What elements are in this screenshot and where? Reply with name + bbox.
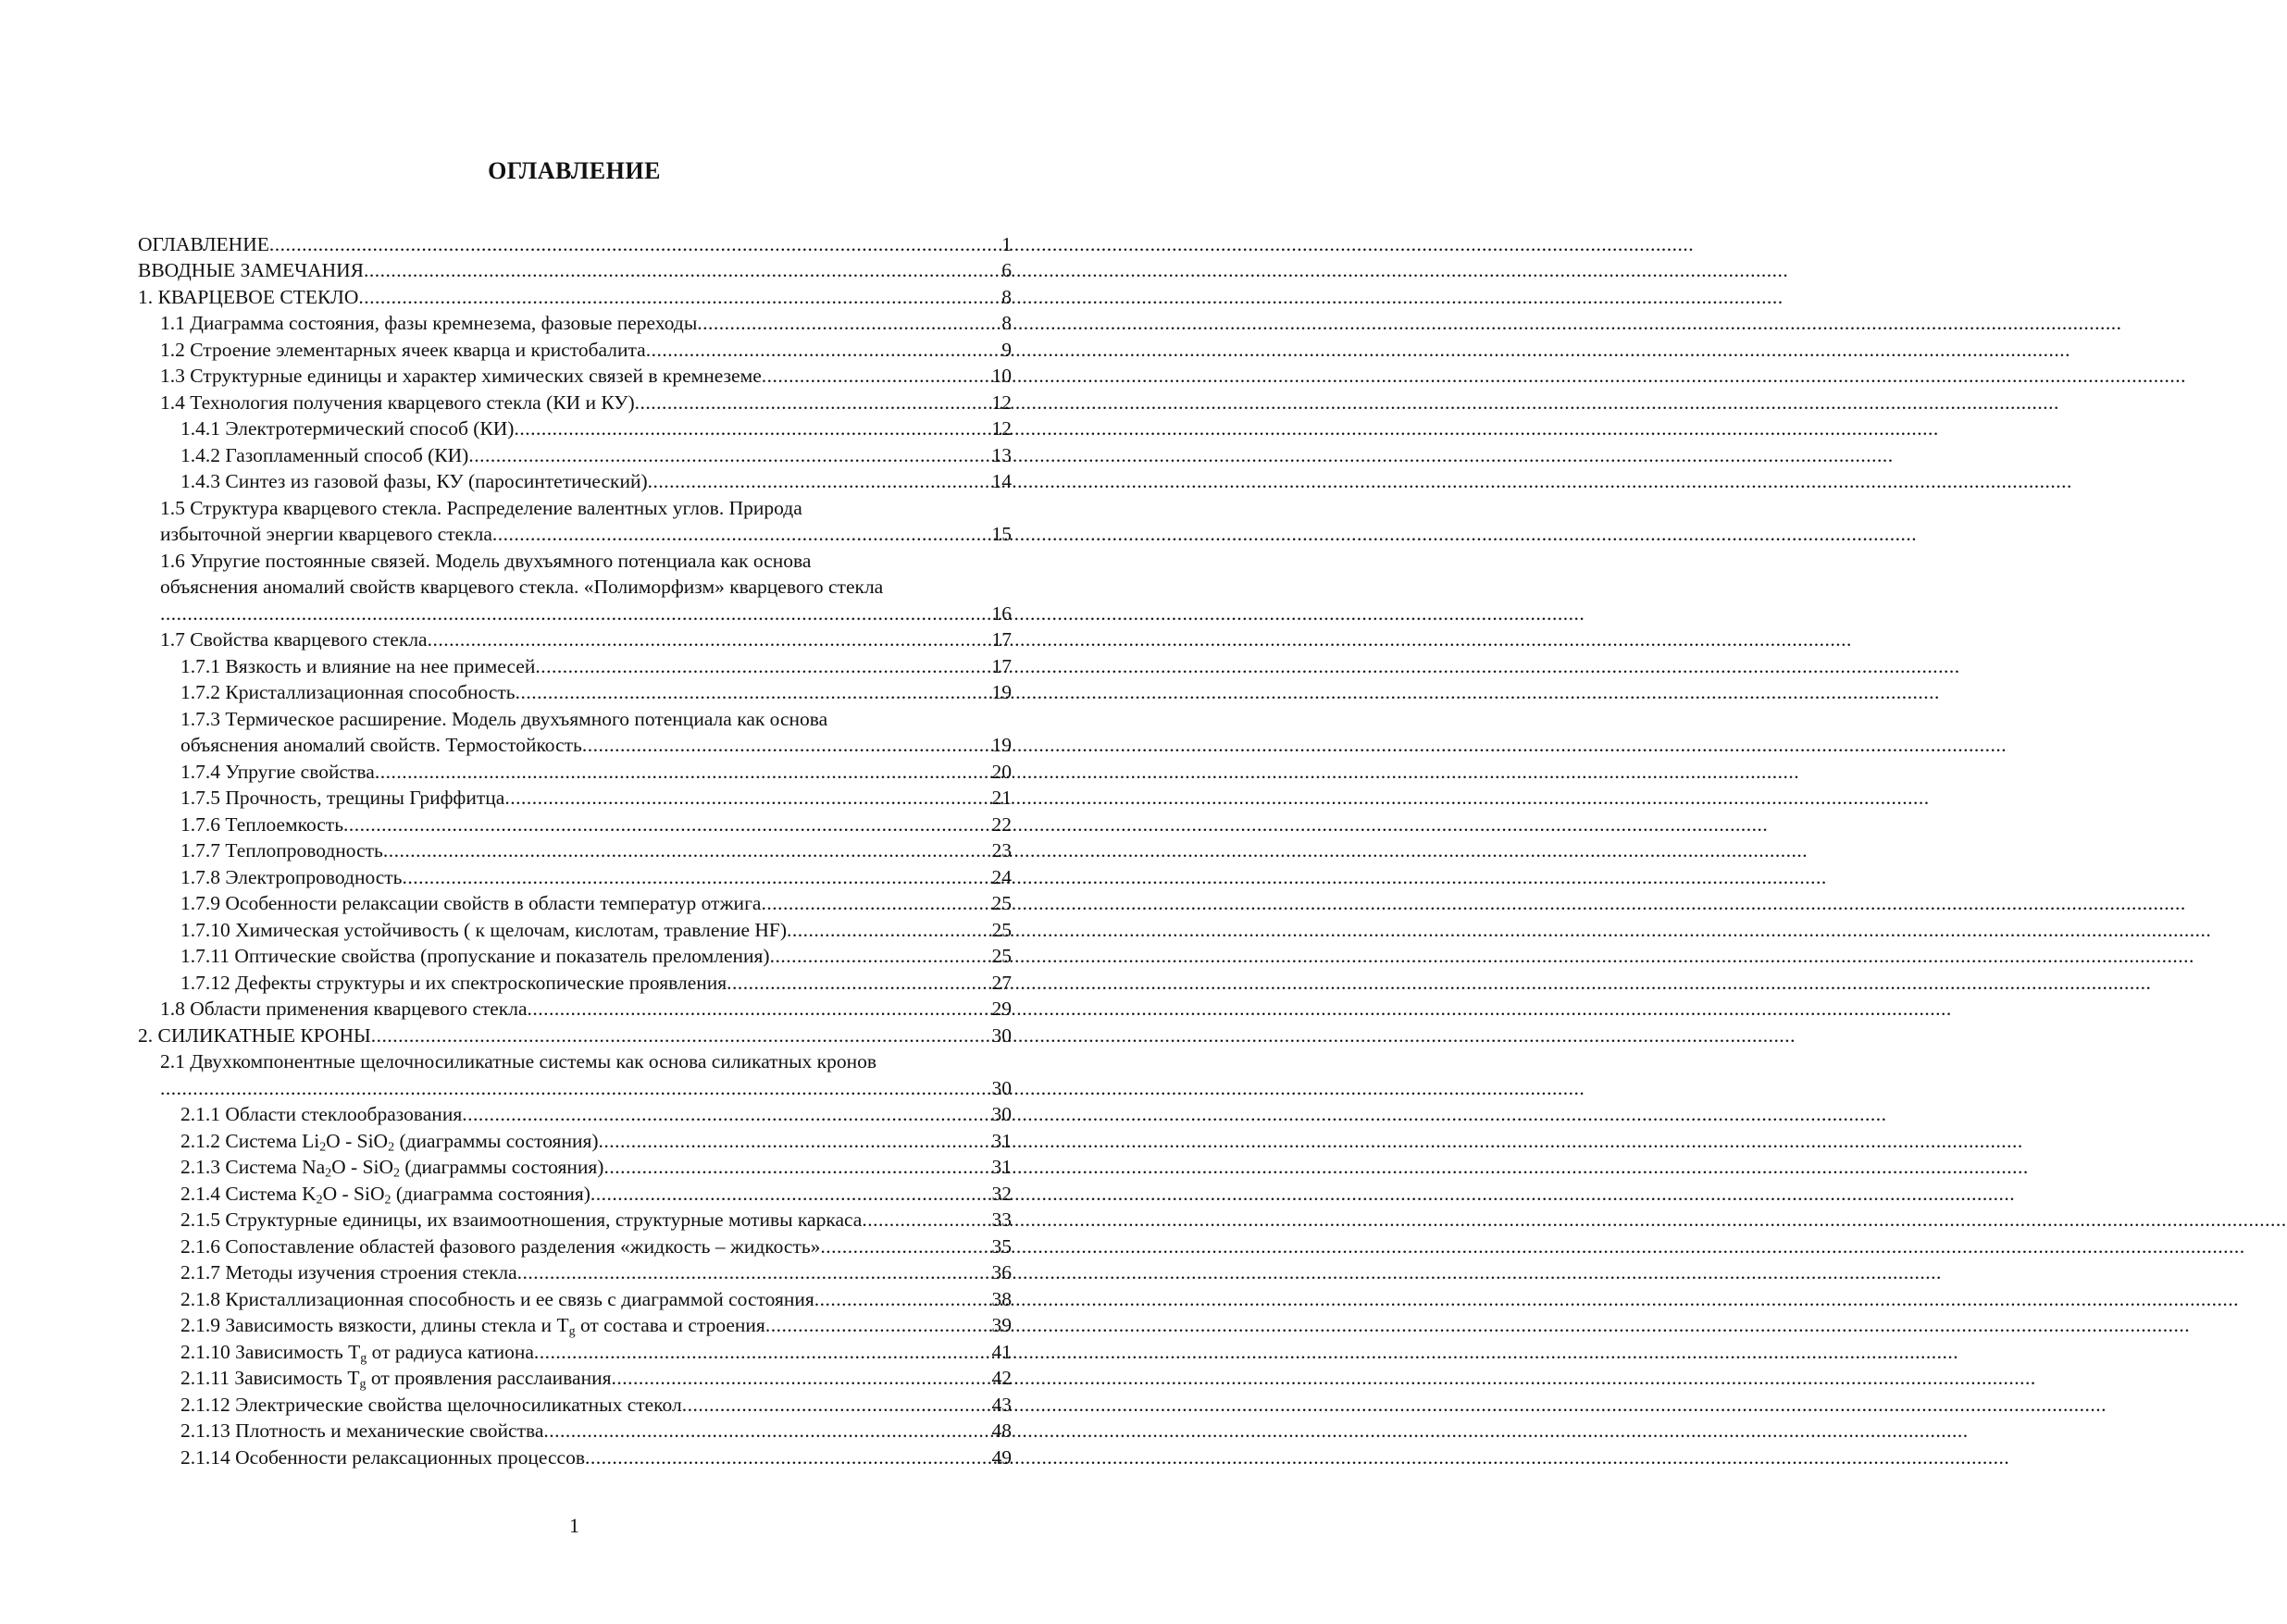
toc-entry-title: 1.4.2 Газопламенный способ (КИ) [180,443,469,466]
dot-leader [787,919,991,942]
toc-entry-title: ОГЛАВЛЕНИЕ [138,232,269,255]
toc-entry[interactable] [138,493,1012,546]
toc-entry-line [180,1153,1012,1180]
toc-entry-title: 2.1.14 Особенности релаксационных процессов [180,1445,586,1469]
toc-entry-title: 2.1.3 Система $Na_2O - SiO_2$ (диаграммы состояния) [180,1156,604,1181]
toc-entry[interactable] [138,1311,1012,1338]
toc-entry-line [180,678,1012,705]
dot-leader [648,470,992,493]
dot-leader [814,1288,992,1311]
toc-entry[interactable] [138,784,1012,811]
toc-page-number: 27 [991,971,1012,994]
toc-entry-title: объяснения аномалий свойств. Термостойкость [180,734,582,756]
toc-entry[interactable] [138,1153,1012,1180]
toc-entry[interactable] [138,810,1012,837]
toc-entry-line [160,335,1012,362]
toc-page-number: 39 [991,1314,1012,1336]
dot-leader [770,945,992,968]
toc-entry[interactable] [138,1179,1012,1206]
toc-entry-line [160,626,1012,652]
toc-entry-title: объяснения аномалий свойств кварцевого стекла. «Полиморфизм» кварцевого стекла [160,576,884,598]
toc-entry[interactable] [138,889,1012,916]
toc-page-number: 19 [991,681,1012,703]
toc-entry[interactable] [138,309,1012,336]
toc-page-number: 12 [991,391,1012,414]
toc-entry-line [180,889,1012,916]
toc-entry[interactable] [138,1206,1012,1233]
toc-page-number: 31 [991,1129,1012,1152]
toc-page-number: 41 [991,1340,1012,1363]
toc-entry[interactable] [138,1443,1012,1469]
dot-leader [504,787,991,810]
toc-entry-line [180,1126,1012,1153]
dot-leader [468,444,991,467]
toc-page-number: 23 [991,839,1012,862]
toc-entry[interactable] [138,1258,1012,1285]
toc-page-number: 22 [991,812,1012,836]
toc-page-number: 1 [1001,232,1012,255]
toc-page-number: 8 [1001,312,1012,334]
toc-entry[interactable] [138,362,1012,389]
toc-entry-title: 1.6 Упругие постоянные связей. Модель двухъямного потенциала как основа [160,549,812,572]
toc-page-number: 31 [991,1156,1012,1178]
toc-entry[interactable] [138,335,1012,362]
toc-page-number: 17 [991,654,1012,677]
toc-entry-line [160,362,1012,389]
toc-entry[interactable] [138,757,1012,784]
toc-entry-title: 2.1.7 Методы изучения строения стекла [180,1261,517,1283]
toc-entry-line [180,915,1012,942]
toc-entry-title: 2.1.5 Структурные единицы, их взаимоотношения, структурные мотивы каркаса [180,1209,863,1231]
dot-leader [269,233,1001,256]
toc-entry-title: 1.7.8 Электропроводность [180,865,403,888]
dot-leader [364,259,1001,282]
toc-entry-line [180,1284,1012,1311]
toc-entry-line [180,651,1012,678]
dot-leader [160,602,992,626]
dot-leader [603,1156,991,1179]
toc-entry-title: 1.7.10 Химическая устойчивость ( к щелочам, кислотам, травление HF) [180,918,788,941]
dot-leader [543,1419,991,1443]
dot-leader [492,523,992,546]
toc-entry-line [180,1364,1012,1391]
dot-leader [343,813,991,837]
toc-page-number: 19 [991,734,1012,756]
toc-entry[interactable] [138,1021,1012,1048]
toc-entry[interactable] [138,1390,1012,1417]
toc-entry[interactable] [138,440,1012,467]
toc-entry-title: 1.7.2 Кристаллизационная способность [180,681,516,703]
toc-entry-line [180,968,1012,995]
toc-entry-line [180,1390,1012,1417]
toc-entry-title: 1.1 Диаграмма состояния, фазы кремнезема, фазовые переходы [160,312,698,334]
toc-entry-line [180,862,1012,889]
toc-page-number: 35 [991,1234,1012,1258]
toc-entry[interactable] [138,942,1012,969]
toc-entry[interactable] [138,1417,1012,1444]
toc-entry-title: 2.1 Двухкомпонентные щелочносиликатные системы как основа силикатных кронов [160,1050,877,1072]
toc-entry-line [180,757,1012,784]
toc-entry-title: 1.7.1 Вязкость и влияние на нее примесей [180,654,536,677]
dot-leader [765,1314,992,1337]
toc-entry-title: 1.3 Структурные единицы и характер химических связей в кремнеземе [160,365,762,387]
toc-entry-title: 1.7.12 Дефекты структуры и их спектроскопические проявления [180,971,727,994]
toc-entry-line [160,388,1012,415]
toc-entry-title: 1.7.3 Термическое расширение. Модель двухъямного потенциала как основа [180,707,828,730]
toc-entry-title: 2.1.10 Зависимость $T_g$ от радиуса катиона [180,1340,534,1365]
toc-page-number: 21 [991,787,1012,809]
toc-page-number: 12 [991,417,1012,440]
toc-entry[interactable] [138,1048,1012,1100]
dot-leader [462,1103,991,1126]
dot-leader [599,1130,992,1153]
dot-leader [727,972,991,995]
toc-entry-title: 1.5 Структура кварцевого стекла. Распределение валентных углов. Природа [160,496,802,519]
dot-leader [371,1024,992,1048]
toc-entry[interactable] [138,968,1012,995]
toc-entry-line [180,1443,1012,1469]
toc-entry[interactable] [138,229,1012,256]
toc-entry[interactable] [138,626,1012,652]
toc-page-number: 42 [991,1367,1012,1389]
toc-page-number: 13 [991,443,1012,466]
toc-entry-title: 1.7.9 Особенности релаксации свойств в области температур отжига [180,892,762,914]
dot-leader [820,1235,991,1258]
toc-entry-title: 2.1.13 Плотность и механические свойства [180,1419,544,1442]
toc-entry-line [180,467,1012,494]
toc-entry-line [160,493,1012,520]
toc-entry-line [160,995,1012,1022]
dot-leader [646,339,1002,362]
toc-entry[interactable] [138,704,1012,757]
toc-entry-title: 2.1.4 Система $K_2O - SiO_2$ (диаграмма состояния) [180,1182,590,1207]
toc-entry-title: 1.7.5 Прочность, трещины Гриффитца [180,787,505,809]
dot-leader [582,734,992,757]
toc-entry-line [180,1311,1012,1338]
toc-entry-title: 2.1.1 Области стеклообразования [180,1103,463,1125]
toc-page-number: 49 [991,1445,1012,1469]
toc-entry-line [180,1232,1012,1258]
toc-entry-title: 2.1.2 Система $Li_2O - SiO_2$ (диаграммы состояния) [180,1129,599,1154]
toc-entry-line [138,256,1012,283]
toc-entry[interactable] [138,467,1012,494]
toc-entry-line [180,731,1012,758]
toc-page-number: 30 [991,1076,1012,1099]
toc-page-number: 30 [991,1103,1012,1125]
toc-entry-line [180,1206,1012,1233]
toc-entry-line [180,810,1012,837]
toc-entry[interactable] [138,415,1012,441]
toc-page-number: 36 [991,1261,1012,1283]
dot-leader [682,1394,992,1417]
dot-leader [528,998,992,1021]
toc-entry-line [138,229,1012,256]
toc-entry[interactable] [138,1364,1012,1391]
toc-entry-line [180,784,1012,811]
toc-entry-title: 1.4.1 Электротермический способ (КИ) [180,417,515,440]
toc-page-number: 25 [991,945,1012,967]
toc-entry[interactable] [138,995,1012,1022]
dot-leader [635,391,992,415]
toc-page-number: 30 [991,1023,1012,1047]
toc-page-number: 33 [991,1209,1012,1231]
toc-entry[interactable] [138,1100,1012,1127]
toc-entry[interactable] [138,256,1012,283]
dot-leader [585,1446,991,1469]
toc-entry-title: 1.7 Свойства кварцевого стекла [160,628,428,651]
toc-page-number: 8 [1001,285,1012,308]
toc-page-number: 16 [991,601,1012,625]
dot-leader [762,365,992,388]
dot-leader [611,1367,991,1390]
dot-leader [862,1209,991,1232]
toc-entry-line [138,282,1012,309]
dot-leader [516,681,992,704]
toc-entry[interactable] [138,1126,1012,1153]
toc-page-number: 48 [991,1419,1012,1442]
toc-entry[interactable] [138,837,1012,863]
toc-page-number: 43 [991,1393,1012,1416]
toc-entry[interactable] [138,1337,1012,1364]
page-number: 1 [569,1514,579,1537]
toc-page-number: 24 [991,865,1012,888]
toc-entry-title: 2.1.6 Сопоставление областей фазового разделения «жидкость – жидкость» [180,1234,821,1258]
toc-entry-line [160,599,1012,626]
toc-page-number: 32 [991,1182,1012,1205]
toc-page-number: 20 [991,760,1012,783]
toc-entry-line [180,415,1012,441]
dot-leader [590,1183,992,1206]
toc-entry-title: 1.7.11 Оптические свойства (пропускание и показатель преломления) [180,945,770,967]
toc-page-number: 25 [991,918,1012,941]
toc-entry-title: ВВОДНЫЕ ЗАМЕЧАНИЯ [138,259,365,281]
toc-entry-title: 2.1.8 Кристаллизационная способность и ее связь с диаграммой состояния [180,1287,814,1310]
toc-page-number: 38 [991,1287,1012,1310]
toc-entry-line [160,1048,1012,1074]
toc-entry-line [160,309,1012,336]
dot-leader [375,761,992,784]
dot-leader [697,312,1001,335]
toc-page-number: 17 [991,628,1012,651]
toc-entry-title: 1.7.6 Теплоемкость [180,812,344,836]
toc-entry-line [180,704,1012,731]
toc-entry-title: 1.4.3 Синтез из газовой фазы, КУ (паросинтетический) [180,470,648,492]
toc-entry-line [160,520,1012,547]
toc-entry-line [180,837,1012,863]
dot-leader [535,655,991,678]
toc-entry[interactable] [138,678,1012,705]
toc-entry-line [138,1021,1012,1048]
toc-entry-title: 1.2 Строение элементарных ячеек кварца и кристобалита [160,338,646,361]
toc-page-number: 9 [1001,338,1012,361]
toc-entry-title: избыточной энергии кварцевого стекла [160,523,492,545]
toc-entry-title: 1.4 Технология получения кварцевого стекла (КИ и КУ) [160,391,635,414]
toc-page-number: 29 [991,998,1012,1020]
toc-entry-line [180,1258,1012,1285]
toc-entry-title: 1.7.4 Упругие свойства [180,760,375,783]
toc-entry[interactable] [138,546,1012,626]
toc-page-number: 15 [991,523,1012,545]
toc-page-number: 6 [1001,259,1012,281]
toc-entry[interactable] [138,915,1012,942]
table-of-contents [138,229,1012,1469]
dot-leader [160,1077,992,1100]
toc-entry-title: 1.8 Области применения кварцевого стекла [160,998,528,1020]
toc-entry-title: 2.1.11 Зависимость $T_g$ от проявления расслаивания [180,1367,612,1392]
toc-entry[interactable] [138,1232,1012,1258]
dot-leader [383,839,992,862]
toc-entry-line [180,440,1012,467]
dot-leader [761,892,991,915]
toc-entry-line [180,1179,1012,1206]
toc-entry-title: 2.1.9 Зависимость вязкости, длины стекла и $T_g$ от состава и строения [180,1314,765,1339]
toc-entry[interactable] [138,862,1012,889]
toc-entry-line [160,573,1012,600]
toc-page-number: 10 [991,365,1012,387]
dot-leader [534,1341,992,1364]
toc-page-number: 14 [991,470,1012,492]
toc-entry-title: 2. СИЛИКАТНЫЕ КРОНЫ [138,1023,371,1047]
toc-entry-line [160,1073,1012,1100]
toc-entry[interactable] [138,282,1012,309]
toc-entry[interactable] [138,388,1012,415]
toc-entry-title: 1.7.7 Теплопроводность [180,839,383,862]
toc-page-number: 25 [991,892,1012,914]
dot-leader [358,286,1001,309]
toc-entry-line [180,1100,1012,1127]
toc-entry-line [160,546,1012,573]
dot-leader [403,866,992,889]
toc-entry-line [180,942,1012,969]
toc-entry-line [180,1417,1012,1444]
dot-leader [514,417,991,440]
dot-leader [428,628,992,651]
toc-entry-title: 1. КВАРЦЕВОЕ СТЕКЛО [138,285,359,308]
page-title: ОГЛАВЛЕНИЕ [488,157,661,184]
toc-entry[interactable] [138,1284,1012,1311]
toc-entry-line [180,1337,1012,1364]
toc-entry[interactable] [138,651,1012,678]
dot-leader [517,1261,992,1284]
toc-entry-title: 2.1.12 Электрические свойства щелочносиликатных стекол [180,1393,682,1416]
